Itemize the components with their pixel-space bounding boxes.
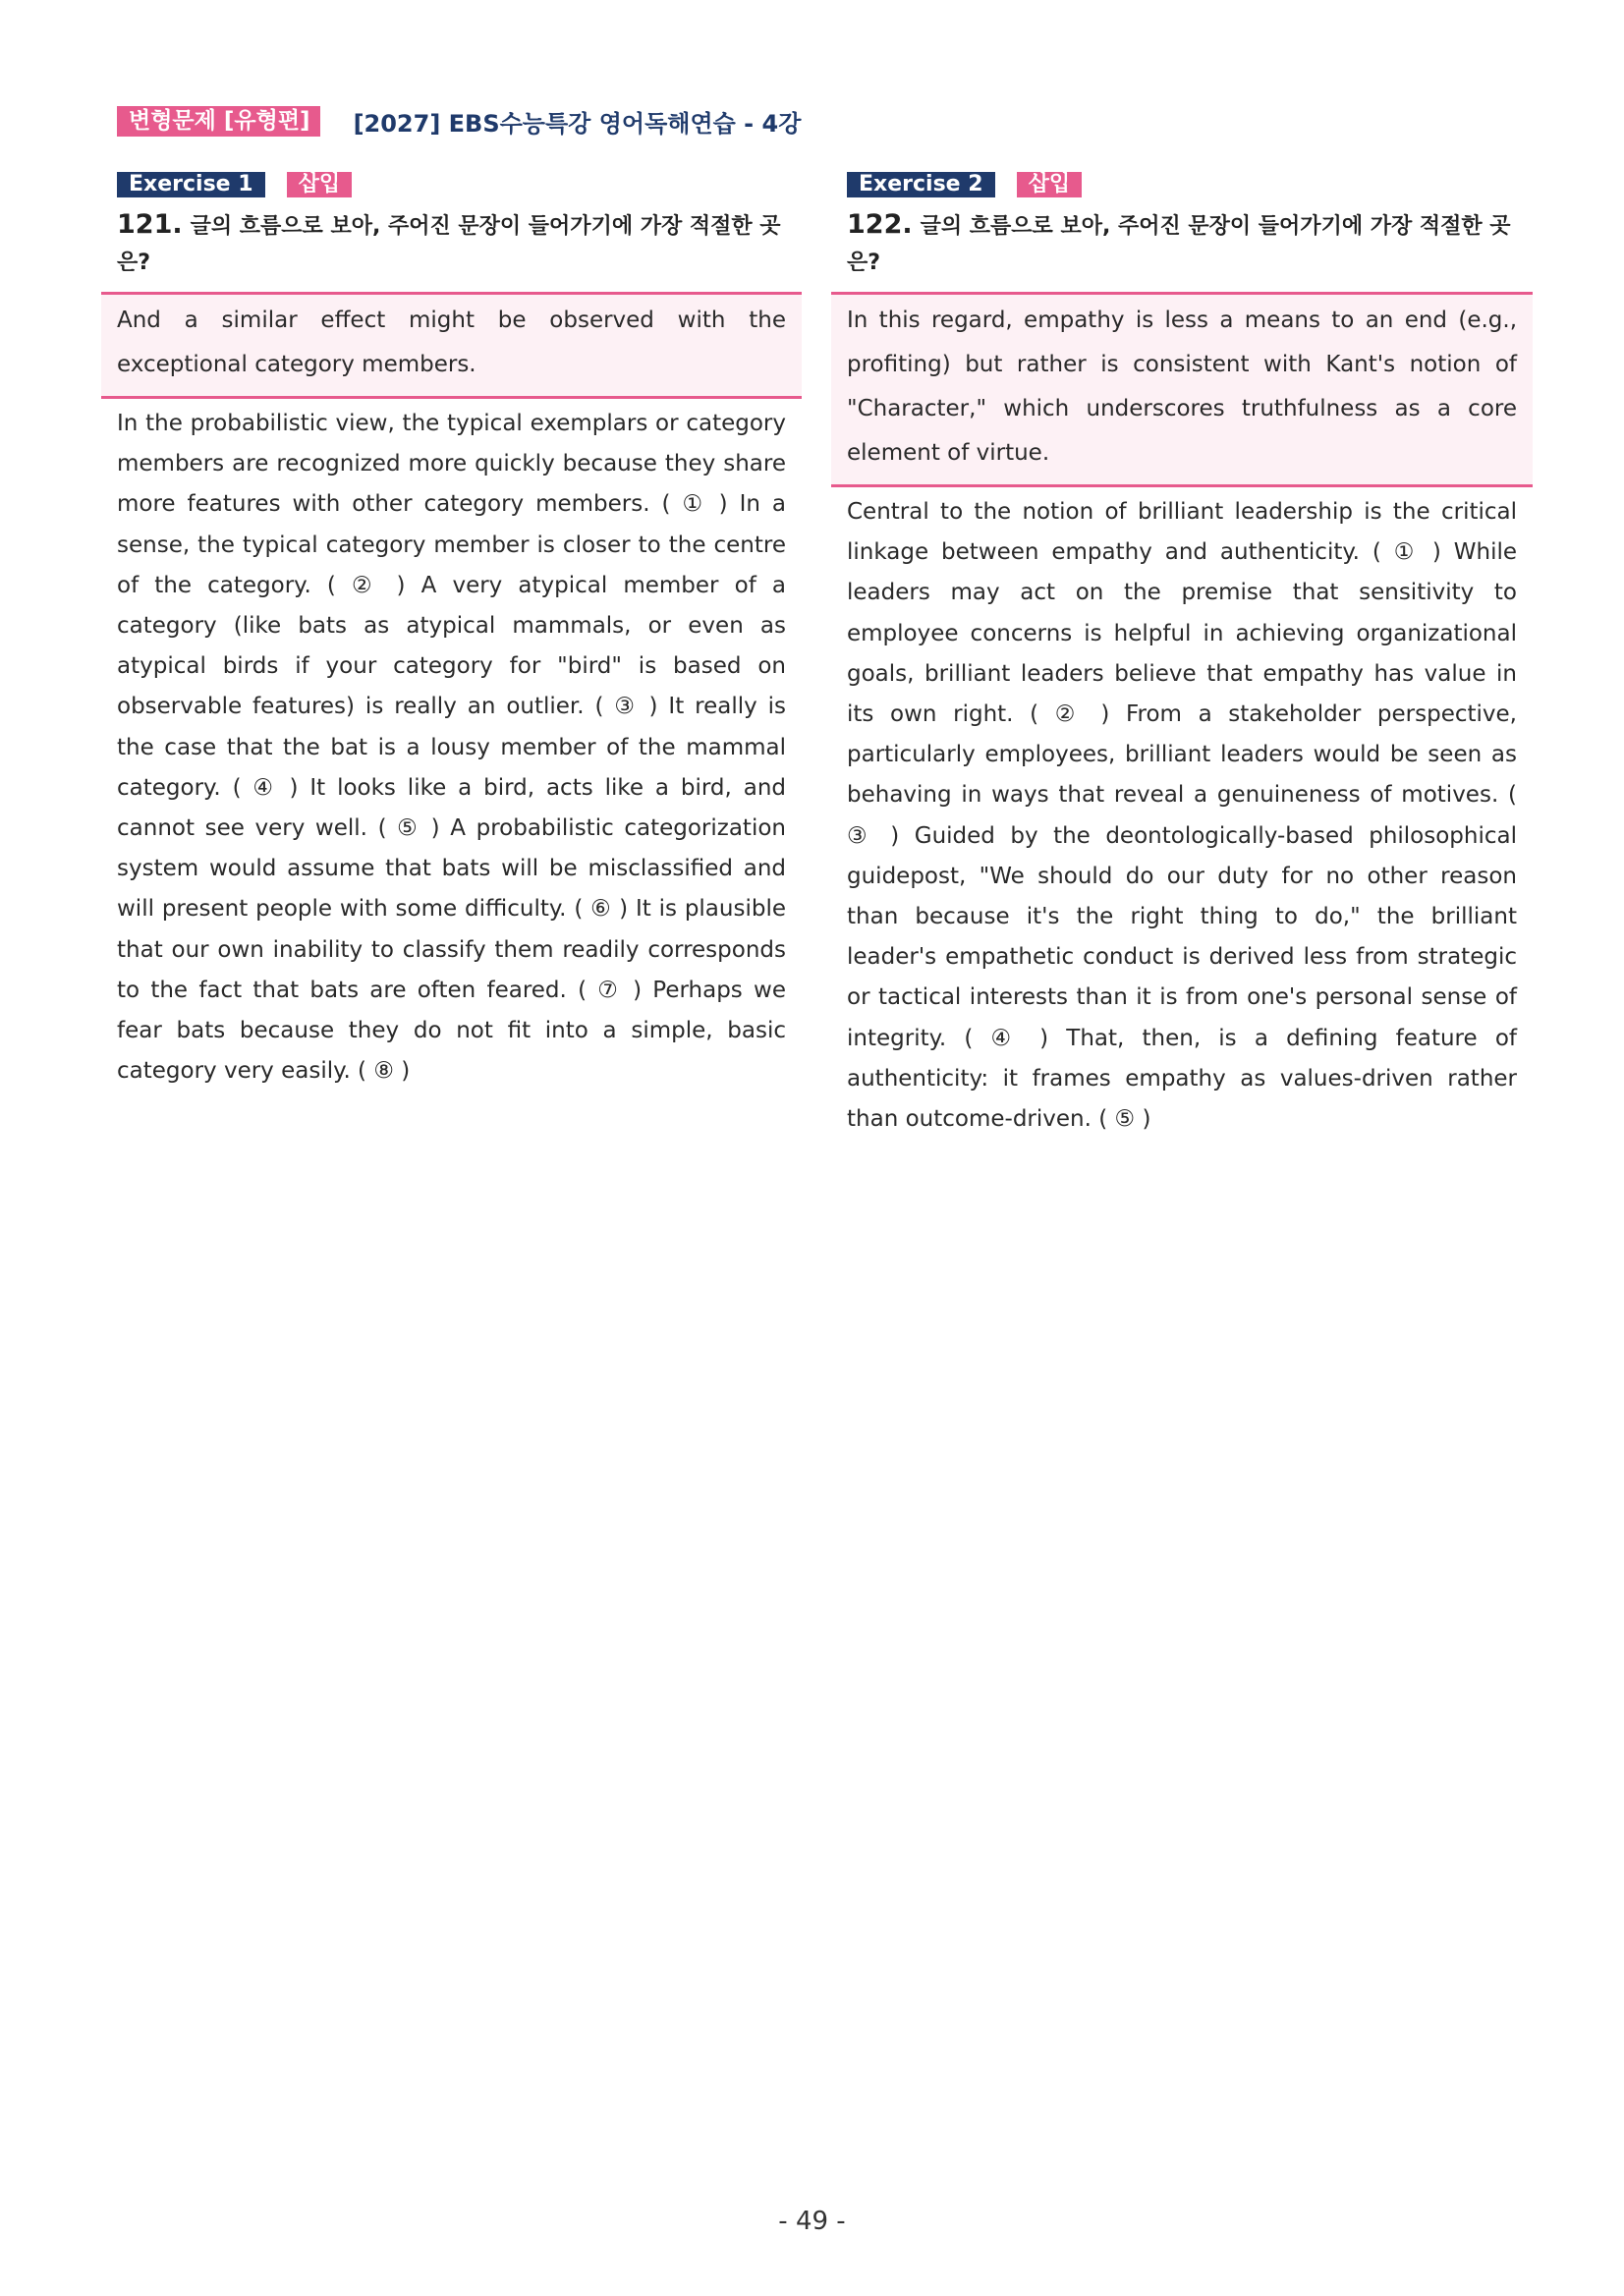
book-title: [2027] EBS수능특강 영어독해연습 - 4강: [353, 109, 802, 138]
passage-text: Central to the notion of brilliant leadership is the critical linkage between empathy and authenticity. ( ① ) While leaders may act on the premise that sensitivity to employee concerns is helpful in achieving organizational goals, brilliant leaders believe that empathy has value in its own right. ( ② ) From a stakeholder perspective, particularly employees, brilliant leaders would be seen as behaving in ways that reveal a genuineness of motives. ( ③ ) Guided by the deontologically-based philosophical guidepost, "We should do our duty for no other reason than because it's the right thing to do," the brilliant leader's empathetic conduct is derived less from strategic or tactical interests than it is from one's personal sense of integrity. ( ④ ) That, then, is a defining feature of authenticity: it frames empathy as values-driven rather than outcome-driven. ( ⑤ ): [847, 499, 1517, 1133]
given-sentence-box: And a similar effect might be observed with the exceptional category members.: [101, 292, 802, 399]
question-type-tag: 삽입: [1017, 172, 1083, 197]
exercise-1: [101, 171, 802, 1092]
passage-text: In the probabilistic view, the typical exemplars or category members are recognized more quickly because they share more features with other category members. ( ① ) In a sense, the typical category member is closer to the centre of the category. ( ② ) A very atypical member of a category (like bats as atypical mammals, or even as atypical birds if your category for "bird" is based on observable features) is really an outlier. ( ③ ) It really is the case that the bat is a lousy member of the mammal category. ( ④ ) It looks like a bird, acts like a bird, and cannot see very well. ( ⑤ ) A probabilistic categorization system would assume that bats will be misclassified and will present people with some difficulty. ( ⑥ ) It is plausible that our own inability to classify them readily corresponds to the fact that bats are often feared. ( ⑦ ) Perhaps we fear bats because they do not fit into a simple, basic category very easily. ( ⑧ ): [117, 411, 786, 1085]
exercise-label: Exercise 1: [117, 172, 265, 197]
category-tag: 변형문제 [유형편]: [117, 106, 320, 137]
page-number: - 49 -: [778, 2207, 846, 2236]
exercise-2: [831, 171, 1533, 1140]
question-prompt: [831, 206, 1533, 281]
given-sentence-box: In this regard, empathy is less a means to an end (e.g., profiting) but rather is consistent with Kant's notion of "Character," which underscores truthfulness as a core element of virtue.: [831, 292, 1533, 487]
question-text: 글의 흐름으로 보아, 주어진 문장이 들어가기에 가장 적절한 곳은?: [847, 214, 1511, 275]
question-prompt: [101, 206, 802, 281]
exercise-label-row: [831, 171, 1533, 197]
page-header: [117, 104, 801, 138]
exercise-label: Exercise 2: [847, 172, 995, 197]
question-type-tag: 삽입: [287, 172, 353, 197]
question-number: 121.: [117, 209, 183, 240]
exercise-label-row: [101, 171, 802, 197]
question-text: 글의 흐름으로 보아, 주어진 문장이 들어가기에 가장 적절한 곳은?: [117, 214, 781, 275]
question-number: 122.: [847, 209, 913, 240]
